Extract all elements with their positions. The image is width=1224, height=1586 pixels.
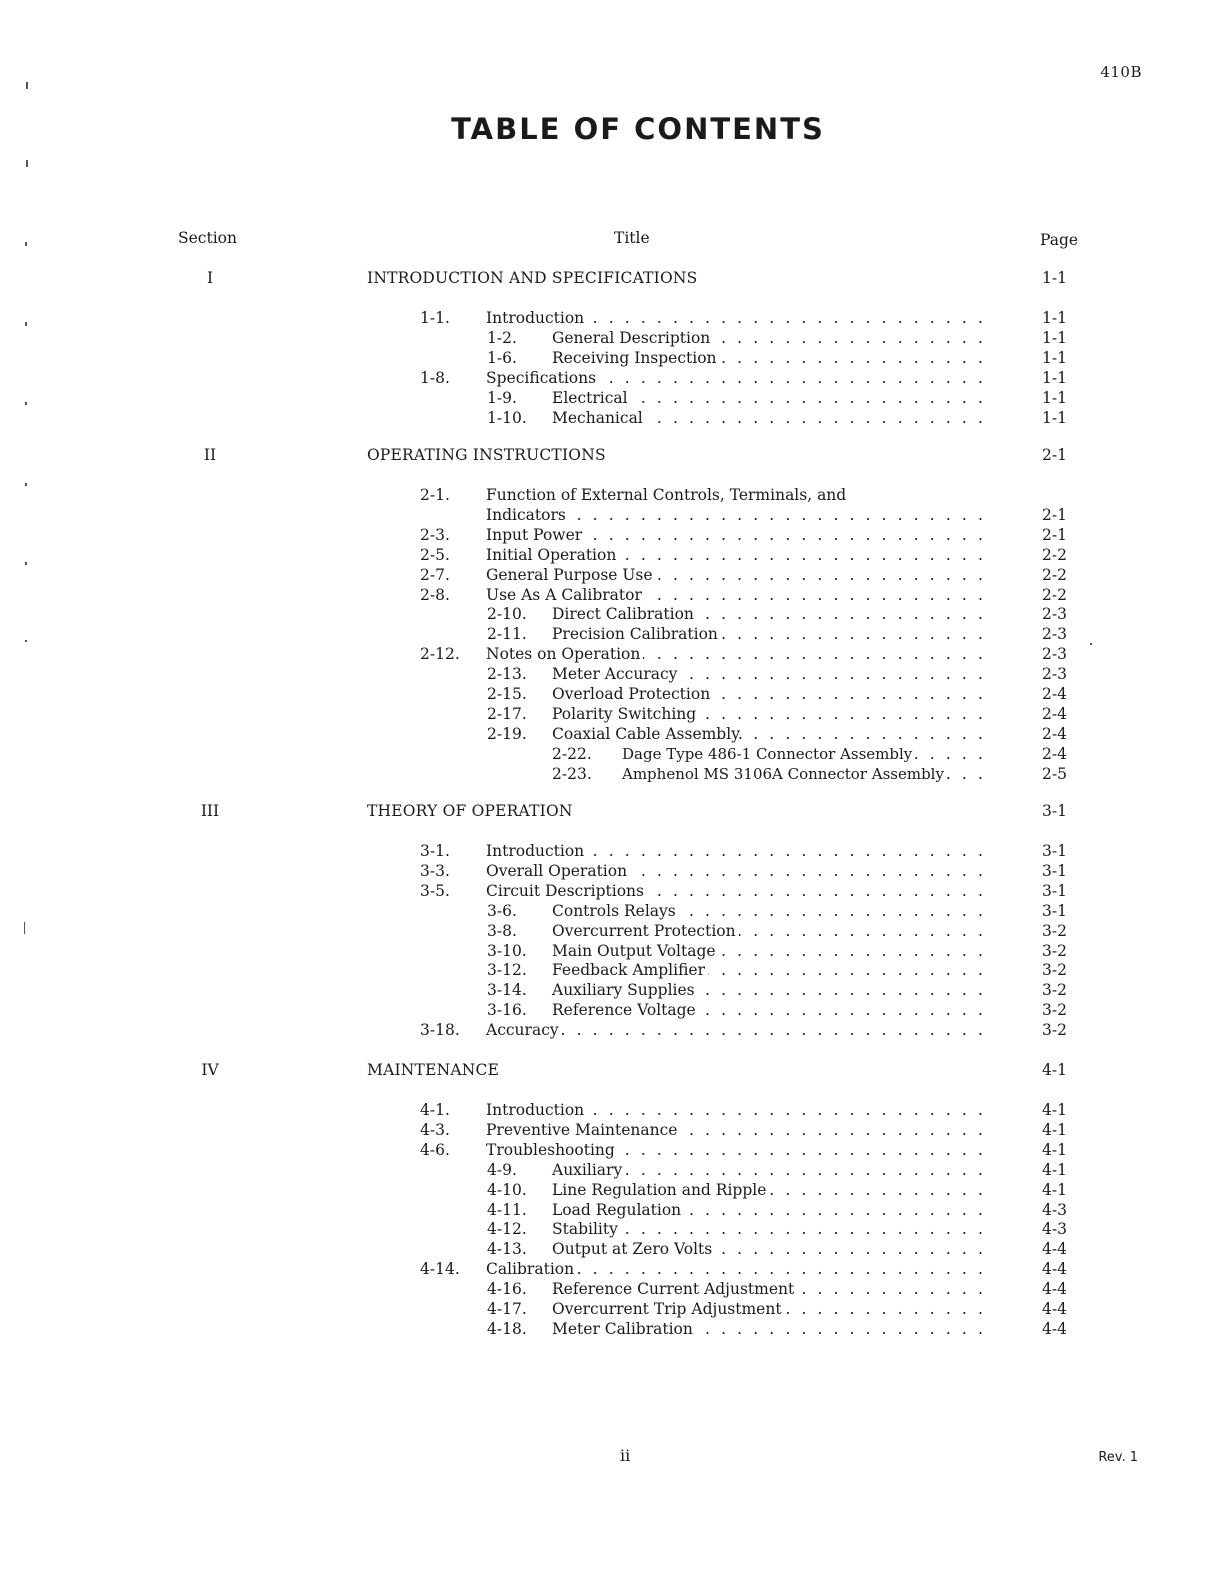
toc-entry-row [0, 981, 1224, 1001]
entry-number: 3-8. [487, 922, 517, 940]
entry-title: Meter Calibration [552, 1320, 696, 1340]
section-title: INTRODUCTION AND SPECIFICATIONS [367, 269, 698, 287]
entry-number: 1-9. [487, 389, 517, 407]
entry-page: 4-3 [1042, 1220, 1067, 1238]
entry-title: Stability [552, 1220, 621, 1240]
toc-entry-row [0, 1141, 1224, 1161]
entry-page: 1-1 [1042, 349, 1067, 367]
toc-entry-row [0, 882, 1224, 902]
entry-page: 2-1 [1042, 506, 1067, 524]
entry-page: 4-4 [1042, 1280, 1067, 1298]
entry-number: 4-3. [420, 1121, 450, 1139]
entry-page: 2-3 [1042, 645, 1067, 663]
toc-entry-row [0, 486, 1224, 506]
entry-number: 3-6. [487, 902, 517, 920]
toc-entry-row [0, 645, 1224, 665]
entry-title: Polarity Switching [552, 705, 699, 725]
entry-title: General Description [552, 329, 713, 349]
entry-page: 2-3 [1042, 605, 1067, 623]
toc-entry-row [0, 566, 1224, 586]
entry-number: 2-13. [487, 665, 527, 683]
entry-title: Output at Zero Volts [552, 1240, 715, 1260]
entry-number: 4-17. [487, 1300, 527, 1318]
scan-speck [25, 483, 27, 486]
entry-title: Overcurrent Protection [552, 922, 739, 942]
entry-title: Introduction [486, 309, 587, 329]
entry-page: 3-1 [1042, 862, 1067, 880]
toc-entry-row [0, 1181, 1224, 1201]
toc-entry-row [0, 1021, 1224, 1041]
entry-page: 4-1 [1042, 1121, 1067, 1139]
scan-speck [25, 322, 27, 326]
entry-page: 4-1 [1042, 1141, 1067, 1159]
entry-number: 4-12. [487, 1220, 527, 1238]
scan-speck [25, 640, 27, 642]
entry-title: Feedback Amplifier [552, 961, 708, 981]
entry-page: 3-2 [1042, 942, 1067, 960]
column-header-title: Title [614, 229, 650, 247]
toc-entry-row [0, 745, 1224, 765]
column-header-section: Section [178, 229, 237, 247]
entry-title: Line Regulation and Ripple [552, 1181, 769, 1201]
toc-entry-row [0, 1101, 1224, 1121]
entry-page: 4-4 [1042, 1240, 1067, 1258]
toc-entry-row [0, 329, 1224, 349]
entry-number: 3-1. [420, 842, 450, 860]
entry-title: Mechanical [552, 409, 646, 429]
entry-number: 2-3. [420, 526, 450, 544]
entry-number: 4-6. [420, 1141, 450, 1159]
entry-page: 3-2 [1042, 1021, 1067, 1039]
entry-page: 1-1 [1042, 309, 1067, 327]
entry-title: Preventive Maintenance [486, 1121, 680, 1141]
entry-number: 2-23. [552, 765, 592, 783]
entry-number: 3-3. [420, 862, 450, 880]
entry-title: Input Power [486, 526, 585, 546]
entry-page: 4-4 [1042, 1260, 1067, 1278]
section-title: OPERATING INSTRUCTIONS [367, 446, 606, 464]
toc-entry-row [0, 369, 1224, 389]
entry-page: 2-4 [1042, 685, 1067, 703]
entry-page: 1-1 [1042, 409, 1067, 427]
entry-title: Indicators [486, 506, 569, 526]
section-heading-row [0, 802, 1224, 822]
entry-number: 2-15. [487, 685, 527, 703]
entry-page: 2-2 [1042, 546, 1067, 564]
entry-number: 1-1. [420, 309, 450, 327]
entry-number: 2-7. [420, 566, 450, 584]
section-heading-row [0, 446, 1224, 466]
entry-title: Introduction [486, 842, 587, 862]
entry-page: 2-4 [1042, 725, 1067, 743]
entry-number: 3-18. [420, 1021, 460, 1039]
section-title: MAINTENANCE [367, 1061, 500, 1079]
entry-page: 3-1 [1042, 842, 1067, 860]
entry-number: 3-12. [487, 961, 527, 979]
entry-number: 4-16. [487, 1280, 527, 1298]
scan-speck [25, 562, 27, 565]
entry-number: 3-5. [420, 882, 450, 900]
entry-title: Use As A Calibrator [486, 586, 645, 606]
entry-title: Function of External Controls, Terminals, and [486, 486, 849, 506]
section-heading-row [0, 269, 1224, 289]
entry-page: 2-3 [1042, 625, 1067, 643]
entry-number: 2-5. [420, 546, 450, 564]
section-page: 2-1 [1042, 446, 1067, 464]
toc-entry-row [0, 546, 1224, 566]
entry-page: 3-1 [1042, 902, 1067, 920]
toc-entry-row [0, 1161, 1224, 1181]
scan-speck [25, 402, 27, 405]
entry-title: Electrical [552, 389, 631, 409]
entry-page: 1-1 [1042, 389, 1067, 407]
scan-speck [25, 242, 27, 246]
entry-number: 3-10. [487, 942, 527, 960]
entry-page: 2-1 [1042, 526, 1067, 544]
entry-title: Circuit Descriptions [486, 882, 647, 902]
toc-entry-row [0, 1280, 1224, 1300]
toc-entry-row [0, 842, 1224, 862]
entry-title: Introduction [486, 1101, 587, 1121]
entry-number: 1-10. [487, 409, 527, 427]
entry-title: Notes on Operation [486, 645, 643, 665]
toc-entry-row [0, 1240, 1224, 1260]
section-heading-row [0, 1061, 1224, 1081]
scan-speck [24, 922, 25, 934]
section-number: I [206, 269, 214, 287]
scan-speck [26, 160, 28, 167]
toc-entry-row [0, 409, 1224, 429]
entry-number: 4-1. [420, 1101, 450, 1119]
toc-entry-row [0, 705, 1224, 725]
entry-title: Overcurrent Trip Adjustment [552, 1300, 785, 1320]
toc-entry-row [0, 902, 1224, 922]
entry-number: 2-8. [420, 586, 450, 604]
entry-title: Specifications [486, 369, 599, 389]
entry-number: 1-2. [487, 329, 517, 347]
footer-page-number: ii [620, 1446, 631, 1465]
entry-title: Coaxial Cable Assembly. [552, 725, 746, 745]
toc-entry-row [0, 1121, 1224, 1141]
toc-entry-row [0, 1300, 1224, 1320]
entry-page: 2-5 [1042, 765, 1067, 783]
entry-page: 3-2 [1042, 961, 1067, 979]
entry-page: 2-4 [1042, 745, 1067, 763]
toc-entry-row [0, 725, 1224, 745]
section-number: IV [201, 1061, 219, 1079]
toc-entry-row [0, 349, 1224, 369]
scan-speck [26, 82, 28, 89]
entry-number: 4-9. [487, 1161, 517, 1179]
toc-entry-row [0, 586, 1224, 606]
entry-number: 2-11. [487, 625, 527, 643]
entry-title: Precision Calibration [552, 625, 721, 645]
section-page: 3-1 [1042, 802, 1067, 820]
entry-number: 2-10. [487, 605, 527, 623]
entry-page: 4-1 [1042, 1161, 1067, 1179]
entry-page: 3-2 [1042, 1001, 1067, 1019]
toc-entry-row [0, 605, 1224, 625]
entry-number: 2-19. [487, 725, 527, 743]
entry-title: Overall Operation [486, 862, 630, 882]
toc-entry-row [0, 665, 1224, 685]
entry-page: 2-4 [1042, 705, 1067, 723]
toc-entry-row [0, 942, 1224, 962]
entry-number: 4-10. [487, 1181, 527, 1199]
footer-revision: Rev. 1 [1098, 1450, 1138, 1465]
entry-title: Overload Protection [552, 685, 713, 705]
entry-page: 4-4 [1042, 1300, 1067, 1318]
entry-page: 4-3 [1042, 1201, 1067, 1219]
toc-entry-row [0, 922, 1224, 942]
entry-number: 4-11. [487, 1201, 527, 1219]
entry-page: 4-1 [1042, 1101, 1067, 1119]
entry-page: 3-2 [1042, 922, 1067, 940]
entry-title: Reference Voltage [552, 1001, 699, 1021]
toc-entry-row [0, 506, 1224, 526]
section-title: THEORY OF OPERATION [367, 802, 573, 820]
entry-title: Auxiliary [552, 1161, 625, 1181]
toc-entry-row [0, 862, 1224, 882]
entry-page: 2-2 [1042, 586, 1067, 604]
entry-number: 2-12. [420, 645, 460, 663]
entry-title: Troubleshooting [486, 1141, 618, 1161]
toc-entry-row [0, 1260, 1224, 1280]
toc-entry-row [0, 625, 1224, 645]
entry-title: Receiving Inspection [552, 349, 720, 369]
entry-title: Reference Current Adjustment [552, 1280, 797, 1300]
entry-page: 2-2 [1042, 566, 1067, 584]
entry-number: 2-22. [552, 745, 592, 763]
toc-entry-row [0, 1201, 1224, 1221]
entry-number: 1-6. [487, 349, 517, 367]
entry-title: Load Regulation [552, 1201, 684, 1221]
entry-page: 2-3 [1042, 665, 1067, 683]
entry-title: Direct Calibration [552, 605, 697, 625]
entry-number: 4-14. [420, 1260, 460, 1278]
page-title: TABLE OF CONTENTS [451, 112, 825, 146]
entry-title: Main Output Voltage [552, 942, 719, 962]
entry-number: 4-18. [487, 1320, 527, 1338]
entry-number: 2-17. [487, 705, 527, 723]
toc-entry-row [0, 765, 1224, 785]
toc-entry-row [0, 309, 1224, 329]
section-page: 1-1 [1042, 269, 1067, 287]
entry-title: Calibration [486, 1260, 577, 1280]
entry-title: Dage Type 486-1 Connector Assembly [622, 745, 915, 765]
entry-title: Meter Accuracy [552, 665, 680, 685]
entry-page: 3-1 [1042, 882, 1067, 900]
toc-entry-row [0, 1320, 1224, 1340]
entry-title: Initial Operation [486, 546, 619, 566]
toc-entry-row [0, 1220, 1224, 1240]
entry-title: Auxiliary Supplies [552, 981, 698, 1001]
scan-speck [1090, 643, 1092, 645]
entry-page: 4-1 [1042, 1181, 1067, 1199]
entry-title: Controls Relays [552, 902, 679, 922]
entry-page: 4-4 [1042, 1320, 1067, 1338]
entry-page: 1-1 [1042, 369, 1067, 387]
entry-number: 4-13. [487, 1240, 527, 1258]
toc-entry-row [0, 961, 1224, 981]
toc-entry-row [0, 685, 1224, 705]
entry-title: Accuracy [486, 1021, 562, 1041]
column-header-page: Page [1040, 231, 1079, 249]
entry-number: 1-8. [420, 369, 450, 387]
section-number: II [203, 446, 217, 464]
entry-number: 2-1. [420, 486, 450, 504]
entry-number: 3-14. [487, 981, 527, 999]
entry-title: General Purpose Use [486, 566, 656, 586]
entry-title: Amphenol MS 3106A Connector Assembly [622, 765, 947, 785]
toc-entry-row [0, 1001, 1224, 1021]
entry-page: 3-2 [1042, 981, 1067, 999]
toc-entry-row [0, 526, 1224, 546]
section-number: III [200, 802, 220, 820]
toc-entry-row [0, 389, 1224, 409]
entry-page: 1-1 [1042, 329, 1067, 347]
entry-number: 3-16. [487, 1001, 527, 1019]
section-page: 4-1 [1042, 1061, 1067, 1079]
model-number: 410B [1100, 63, 1142, 81]
